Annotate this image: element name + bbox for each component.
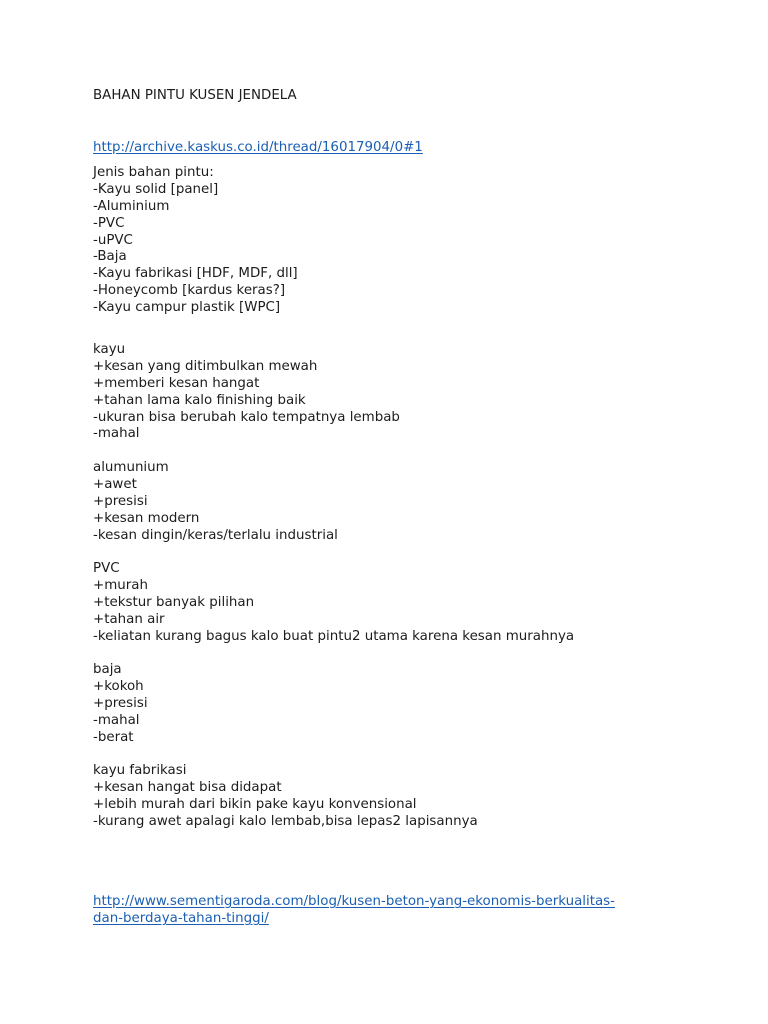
list-item: -mahal (93, 712, 140, 728)
sementigaroda-link-line2[interactable]: dan-berdaya-tahan-tinggi/ (93, 911, 269, 926)
list-item: +presisi (93, 695, 148, 711)
section-heading: kayu (93, 342, 126, 357)
list-item: +memberi kesan hangat (93, 375, 260, 391)
section-baja (93, 662, 733, 746)
list-item: -kurang awet apalagi kalo lembab,bisa lepas2 lapisannya (93, 813, 478, 829)
list-item: -mahal (93, 426, 140, 442)
section-heading: kayu fabrikasi (93, 763, 187, 778)
list-item: -Honeycomb [kardus keras?] (93, 283, 286, 299)
list-item: -berat (93, 729, 134, 745)
list-item: +kokoh (93, 678, 144, 694)
section-heading: PVC (93, 561, 120, 576)
section-kayu-fabrikasi (93, 763, 733, 831)
sementigaroda-link-block (93, 893, 713, 927)
kaskus-thread-link[interactable]: http://archive.kaskus.co.id/thread/16017904/0#1 (93, 140, 423, 155)
list-item: -kesan dingin/keras/terlalu industrial (93, 527, 338, 543)
list-item: -Kayu fabrikasi [HDF, MDF, dll] (93, 266, 298, 282)
list-item: -PVC (93, 215, 125, 231)
list-item: +tahan lama kalo finishing baik (93, 392, 306, 408)
list-item: -Kayu solid [panel] (93, 181, 219, 197)
list-item: -ukuran bisa berubah kalo tempatnya lembab (93, 409, 400, 425)
list-item: -Aluminium (93, 198, 170, 214)
door-types-list (93, 165, 733, 317)
list-item: -Baja (93, 249, 127, 265)
list-item: +kesan modern (93, 510, 200, 526)
list-item: -uPVC (93, 232, 133, 248)
section-kayu (93, 342, 733, 443)
document-title: BAHAN PINTU KUSEN JENDELA (93, 88, 297, 103)
list-item: +kesan yang ditimbulkan mewah (93, 358, 318, 374)
section-heading: alumunium (93, 460, 169, 475)
section-pvc (93, 561, 733, 645)
list-item: +tahan air (93, 611, 165, 627)
list-item: +awet (93, 476, 137, 492)
section-heading: baja (93, 662, 122, 677)
list-item: +murah (93, 577, 148, 593)
section-alumunium (93, 460, 733, 544)
kaskus-link-line (93, 139, 423, 156)
list-item: -keliatan kurang bagus kalo buat pintu2 utama karena kesan murahnya (93, 628, 575, 644)
list-item: +tekstur banyak pilihan (93, 594, 255, 610)
list-item: +presisi (93, 493, 148, 509)
sementigaroda-link-line1[interactable]: http://www.sementigaroda.com/blog/kusen-beton-yang-ekonomis-berkualitas- (93, 894, 615, 909)
list-item: -Kayu campur plastik [WPC] (93, 300, 281, 316)
door-types-heading: Jenis bahan pintu: (93, 165, 214, 180)
list-item: +kesan hangat bisa didapat (93, 779, 282, 795)
list-item: +lebih murah dari bikin pake kayu konvensional (93, 796, 417, 812)
